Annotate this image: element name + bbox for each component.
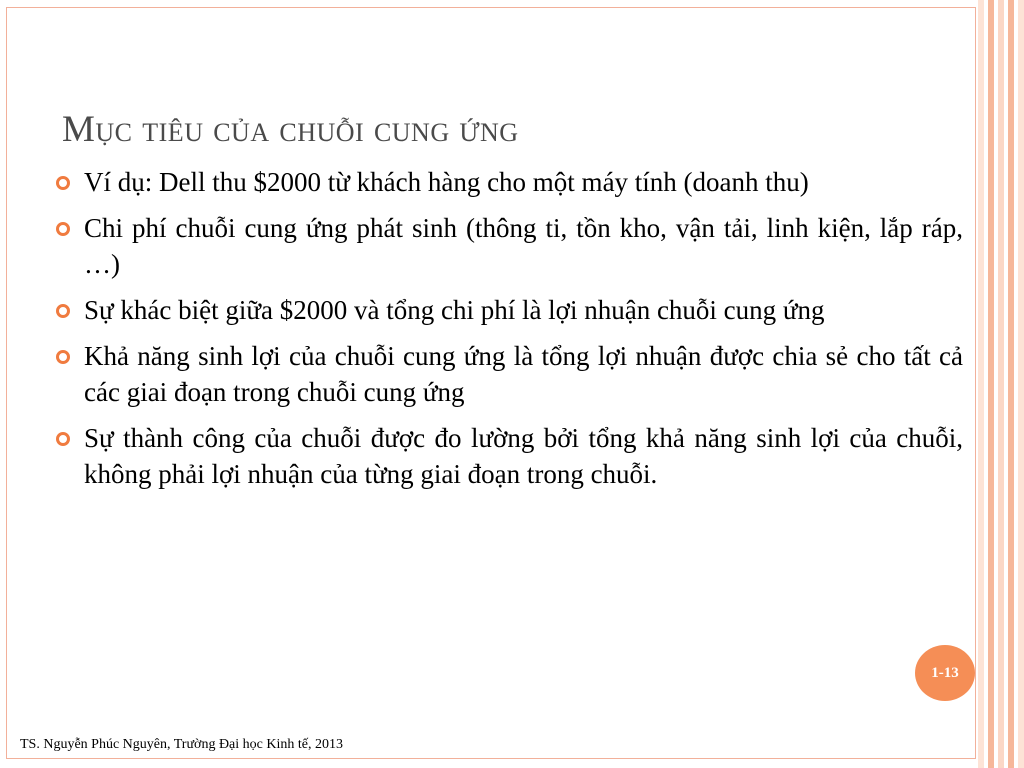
bullet-list [50,164,963,502]
page-number-badge: 1-13 [915,645,975,701]
footer-text: TS. Nguyễn Phúc Nguyên, Trường Đại học Kinh tế, 2013 [20,737,343,752]
bullet-text: Khả năng sinh lợi của chuỗi cung ứng là tổng lợi nhuận được chia sẻ cho tất cả các giai đoạn trong chuỗi cung ứng [84,341,963,407]
decorative-stripes [976,0,1024,768]
ring-bullet-icon [56,304,70,318]
slide-title: Mục tiêu của chuỗi cung ứng [62,109,519,150]
bullet-text: Chi phí chuỗi cung ứng phát sinh (thông ti, tồn kho, vận tải, linh kiện, lắp ráp, …) [84,213,963,279]
bullet-text: Sự khác biệt giữa $2000 và tổng chi phí là lợi nhuận chuỗi cung ứng [84,295,825,325]
ring-bullet-icon [56,222,70,236]
ring-bullet-icon [56,350,70,364]
ring-bullet-icon [56,432,70,446]
bullet-text: Sự thành công của chuỗi được đo lường bởi tổng khả năng sinh lợi của chuỗi, không phải lợi nhuận của từng giai đoạn trong chuỗi. [84,423,963,489]
list-item [50,338,963,410]
list-item [50,292,963,328]
list-item [50,420,963,492]
ring-bullet-icon [56,176,70,190]
bullet-text: Ví dụ: Dell thu $2000 từ khách hàng cho một máy tính (doanh thu) [84,167,809,197]
list-item [50,164,963,200]
list-item [50,210,963,282]
